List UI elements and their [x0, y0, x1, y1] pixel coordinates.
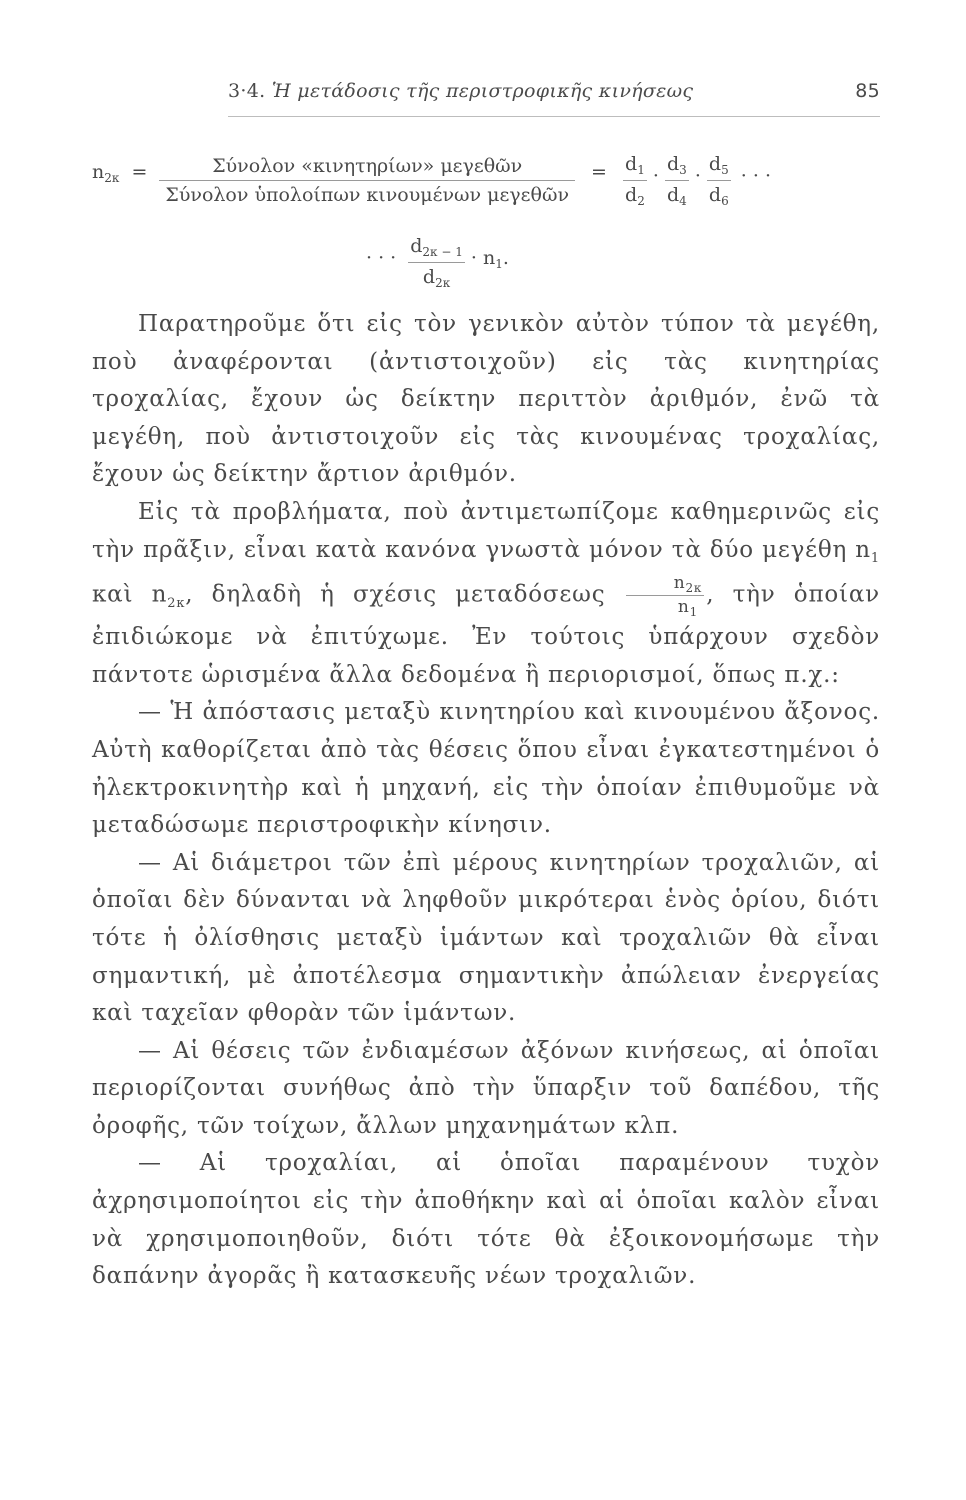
formula-line-2	[366, 232, 509, 293]
ellipsis: · · ·	[366, 246, 397, 269]
fraction-denominator: Σύνολον ὑπολοίπων κινουμένων μεγεθῶν	[165, 184, 569, 206]
paragraph-5: — Αἱ θέσεις τῶν ἐνδιαμέσων ἀξόνων κινήσεως, αἱ ὁποῖαι περιορίζονται συνήθως ἀπὸ τὴν ὕπαρξιν τοῦ δαπέδου, τῆς ὀροφῆς, τῶν τοίχων, ἄλλων μηχανημάτων κλπ.	[92, 1037, 880, 1139]
mult-dot: ·	[694, 164, 701, 187]
paragraph-4: — Αἱ διάμετροι τῶν ἐπὶ μέρους κινητηρίων τροχαλιῶν, αἱ ὁποῖαι δὲν δύνανται νὰ ληφθοῦν μικρότεραι ἑνὸς ὁρίου, διότι τότε ἡ ὀλίσθησις μεταξὺ ἱμάντων καὶ τροχαλιῶν θὰ εἶναι σημαντική, μὲ ἀποτέλεσμα σημαντικὴν ἀπώλειαν ἐνεργείας καὶ ταχεῖαν φθορὰν τῶν ἱμάντων.	[92, 849, 880, 1027]
transmission-ratio-fraction: $\frac{n_{2\kappa}}{n_1}$	[626, 572, 705, 619]
fraction-numerator: Σύνολον «κινητηρίων» μεγεθῶν	[159, 152, 575, 181]
fraction-d5-d6: $\frac{d_5}{d_6}$	[707, 150, 731, 211]
paragraph-3: — Ἡ ἀπόστασις μεταξὺ κινητηρίου καὶ κινουμένου ἄξονος. Αὐτὴ καθορίζεται ἀπὸ τὰς θέσεις ὅπου εἶναι ἐγκατεστημένοι ὁ ἠλεκτροκινητὴρ καὶ ἡ μηχανή, εἰς τὴν ὁποίαν ἐπιθυμοῦμε νὰ μεταδώσωμε περιστροφικὴν κίνησιν.	[92, 699, 880, 839]
equals-sign-2: =	[591, 160, 607, 183]
header-rule	[228, 116, 880, 117]
ellipsis: · · ·	[740, 164, 771, 187]
section-title: Ἡ μετάδοσις τῆς περιστροφικῆς κινήσεως	[271, 80, 694, 102]
fraction-d2k1-d2k: $\frac{d_{2\kappa - 1}}{d_{2\kappa}}$	[408, 232, 465, 293]
page-number: 85	[855, 80, 880, 102]
section-number: 3·4.	[228, 80, 266, 102]
body-text	[92, 306, 880, 1296]
equals-sign: =	[131, 160, 148, 183]
mult-dot: ·	[652, 164, 659, 187]
chapter-title	[228, 80, 693, 102]
paragraph-1: Παρατηροῦμε ὅτι εἰς τὸν γενικὸν αὐτὸν τύπον τὰ μεγέθη, ποὺ ἀναφέρονται (ἀντιστοιχοῦν) εἰς τὰς κινητηρίας τροχαλίας, ἔχουν ὡς δείκτην περιττὸν ἀριθμόν, ἐνῶ τὰ μεγέθη, ποὺ ἀντιστοιχοῦν εἰς τὰς κινουμένας τροχαλίας, ἔχουν ὡς δείκτην ἄρτιον ἀριθμόν.	[92, 311, 880, 488]
formula-lhs: $n_{2\kappa}$	[92, 160, 120, 185]
paragraph-6: — Αἱ τροχαλίαι, αἱ ὁποῖαι παραμένουν τυχὸν ἀχρησιμοποίητοι εἰς τὴν ἀποθήκην καὶ αἱ ὁποῖαι καλὸν εἶναι νὰ χρησιμοποιηθοῦν, διότι τότε θὰ ἐξοικονομήσωμε τὴν δαπάνην ἀγορᾶς ἢ κατασκευῆς νέων τροχαλιῶν.	[92, 1150, 880, 1290]
formula-line-1	[92, 150, 771, 211]
paragraph-2: Εἰς τὰ προβλήματα, ποὺ ἀντιμετωπίζομε καθημερινῶς εἰς τὴν πρᾶξιν, εἶναι κατὰ κανόνα γνωστὰ μόνον τὰ δύο μεγέθη $n_1$ καὶ $n_{2\kappa}$, δηλαδὴ ἡ σχέσις μεταδόσεως $\frac{n_{2\kappa}}{n_1}$ , τὴν ὁποίαν ἐπιδιώκομε νὰ ἐπιτύχωμε. Ἐν τούτοις ὑπάρχουν σχεδὸν πάντοτε ὡρισμένα ἄλλα δεδομένα ἢ περιορισμοί, ὅπως π.χ.:	[92, 498, 880, 688]
mult-dot: ·	[470, 246, 477, 269]
n1: $n_1$.	[483, 246, 509, 271]
fraction-d1-d2: $\frac{d_1}{d_2}$	[623, 150, 647, 211]
fraction-d3-d4: $\frac{d_3}{d_4}$	[665, 150, 689, 211]
ratio-fraction	[159, 152, 575, 209]
